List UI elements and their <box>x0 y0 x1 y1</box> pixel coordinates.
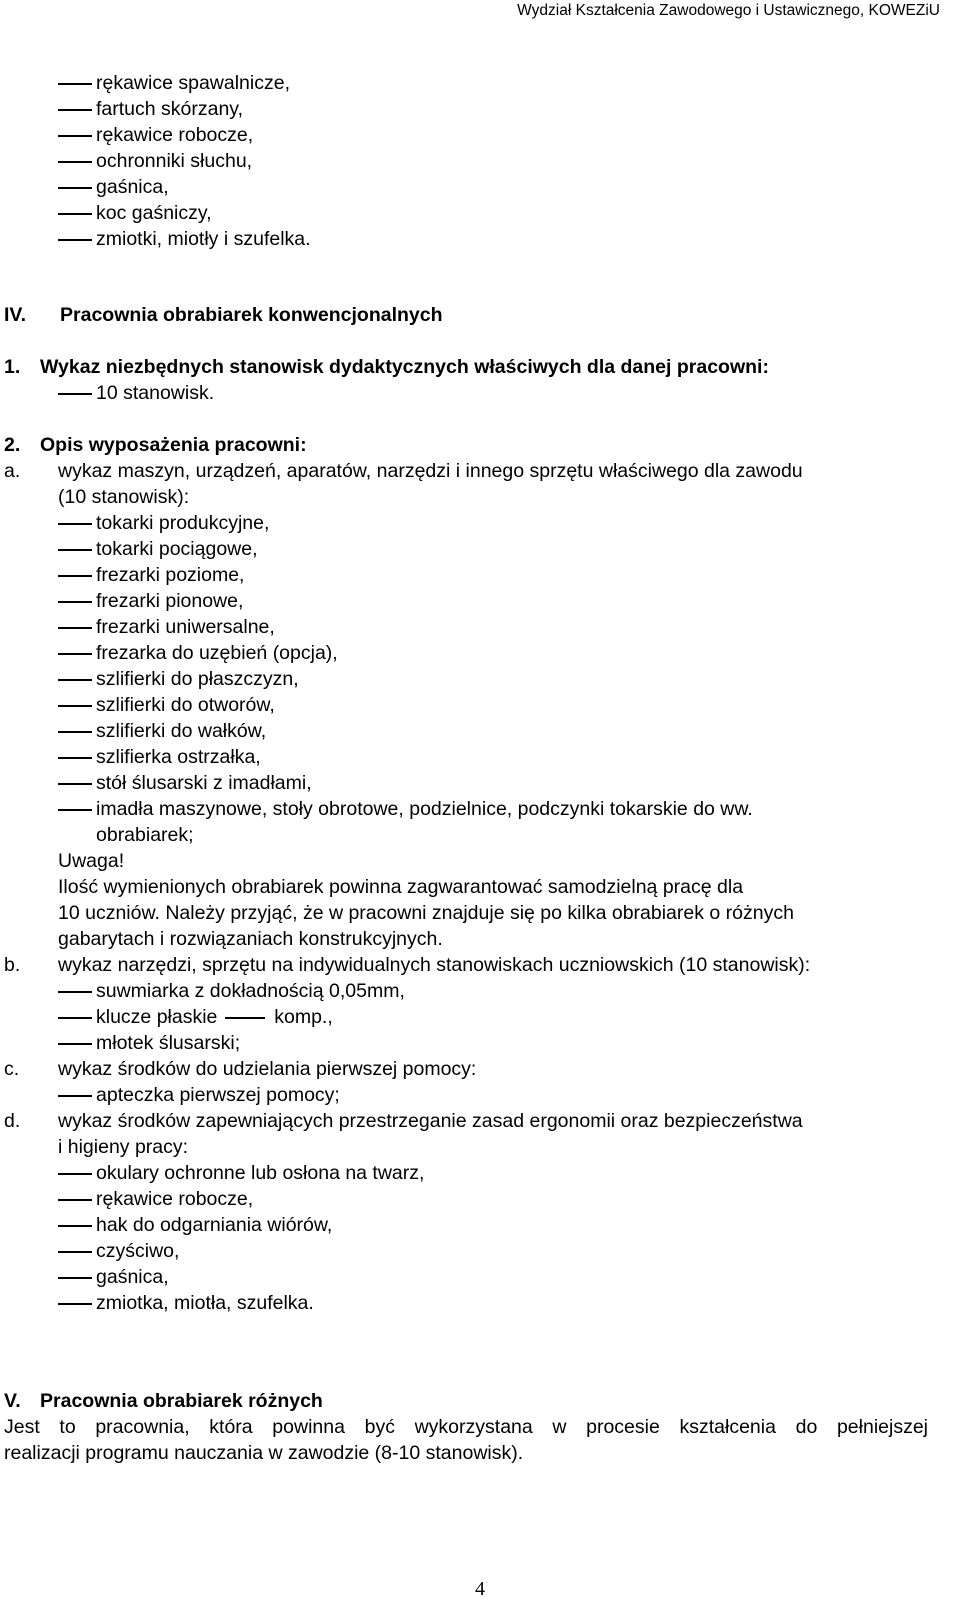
dash-marker <box>56 770 96 796</box>
dash-marker <box>56 70 96 96</box>
page-number: 4 <box>475 1578 485 1600</box>
dash-marker <box>56 380 96 406</box>
dash-marker <box>56 718 96 744</box>
dash-marker <box>56 96 96 122</box>
item-heading: Opis wyposażenia pracowni: <box>40 434 307 456</box>
section-title: Pracownia obrabiarek różnych <box>40 1390 323 1412</box>
section-number: V. <box>4 1390 21 1412</box>
dash-marker <box>56 562 96 588</box>
dash-marker <box>56 588 96 614</box>
dash-marker <box>56 640 96 666</box>
dash-marker <box>56 1290 96 1316</box>
dash-marker <box>56 692 96 718</box>
paragraph-line: Jest to pracownia, która powinna być wykorzystana w procesie kształcenia do pełniejszej <box>4 1416 928 1438</box>
dash-marker <box>56 226 96 252</box>
item-number: 2. <box>4 434 21 456</box>
dash-marker <box>56 666 96 692</box>
dash-marker <box>56 744 96 770</box>
dash-marker <box>56 510 96 536</box>
item-heading: Wykaz niezbędnych stanowisk dydaktycznych właściwych dla danej pracowni: <box>40 356 769 378</box>
sub-letter: c. <box>4 1058 20 1080</box>
dash-marker <box>56 200 96 226</box>
dash-marker <box>56 978 96 1004</box>
section-title: Pracownia obrabiarek konwencjonalnych <box>60 304 443 326</box>
dash-marker <box>56 1160 96 1186</box>
note-label: Uwaga! <box>58 850 125 872</box>
paragraph-line: realizacji programu nauczania w zawodzie (8-10 stanowisk). <box>4 1442 524 1464</box>
dash-marker <box>56 1238 96 1264</box>
item-number: 1. <box>4 356 21 378</box>
dash-marker <box>56 174 96 200</box>
section-number: IV. <box>4 304 27 326</box>
dash-marker <box>56 122 96 148</box>
document-page: Wydział Kształcenia Zawodowego i Ustawicznego, KOWEZiU rękawice spawalnicze, fartuch skórzany, rękawice robocze, ochronniki słuchu, gaśnica, koc gaśniczy, zmiotki, miotły i szufelka. IV. Pracownia obrabiarek konwencjonalnych 1. Wykaz niezbędnych stanowisk dydaktycznych właściwych dla danej pracowni: 10 stanowisk. 2. Opis wyposażenia pracowni: a. wykaz maszyn, urządzeń, aparatów, narzędzi i innego sprzętu właściwego dla zawodu (10 stanowisk): tokarki produkcyjne, tokarki pociągowe, frezarki poziome, frezarki pionowe, frezarki uniwersalne, frezarka do uzębień (opcja), szlifierki do płaszczyzn, szlifierki do otworów, szlifierki do wałków, szlifierka ostrzałka, stół ślusarski z imadłami, imadła maszynowe, stoły obrotowe, podzielnice, podczynki tokarskie do ww. obrabiarek; Uwaga! Ilość wymienionych obrabiarek powinna zagwarantować samodzielną pracę dla 10 uczniów. Należy przyjąć, że w pracowni znajduje się po kilka obrabiarek o różnych gabarytach i rozwiązaniach konstrukcyjnych. b. wykaz narzędzi, sprzętu na indywidualnych stanowiskach uczniowskich (10 stanowisk): suwmiarka z dokładnością 0,05mm, klucze płaskie komp., młotek ślusarski; c. wykaz środków do udzielania pierwszej pomocy: apteczka pierwszej pomocy; d. wykaz środków zapewniających przestrzeganie zasad ergonomii oraz bezpieczeństwa i higieny pracy: okulary ochronne lub osłona na twarz, rękawice robocze, hak do odgarniania wiórów, czyściwo, gaśnica, zmiotka, miotła, szufelka. V. Pracownia obrabiarek różnych Jest to pracownia, która powinna być wykorzystana w procesie kształcenia do pełniejszej realizacji programu nauczania w zawodzie (8-10 stanowisk). 4 <box>0 0 960 1613</box>
dash-marker <box>56 1030 96 1056</box>
dash-marker <box>56 148 96 174</box>
sub-letter: d. <box>4 1110 21 1132</box>
page-header: Wydział Kształcenia Zawodowego i Ustawicznego, KOWEZiU <box>517 2 940 19</box>
dash-marker <box>56 1264 96 1290</box>
sub-letter: b. <box>4 954 21 976</box>
dash-marker <box>56 1212 96 1238</box>
dash-marker <box>223 1004 269 1030</box>
dash-marker <box>56 1082 96 1108</box>
dash-marker <box>56 1004 96 1030</box>
dash-marker <box>56 536 96 562</box>
dash-marker <box>56 614 96 640</box>
dash-marker <box>56 796 96 822</box>
sub-letter: a. <box>4 460 21 482</box>
dash-marker <box>56 1186 96 1212</box>
